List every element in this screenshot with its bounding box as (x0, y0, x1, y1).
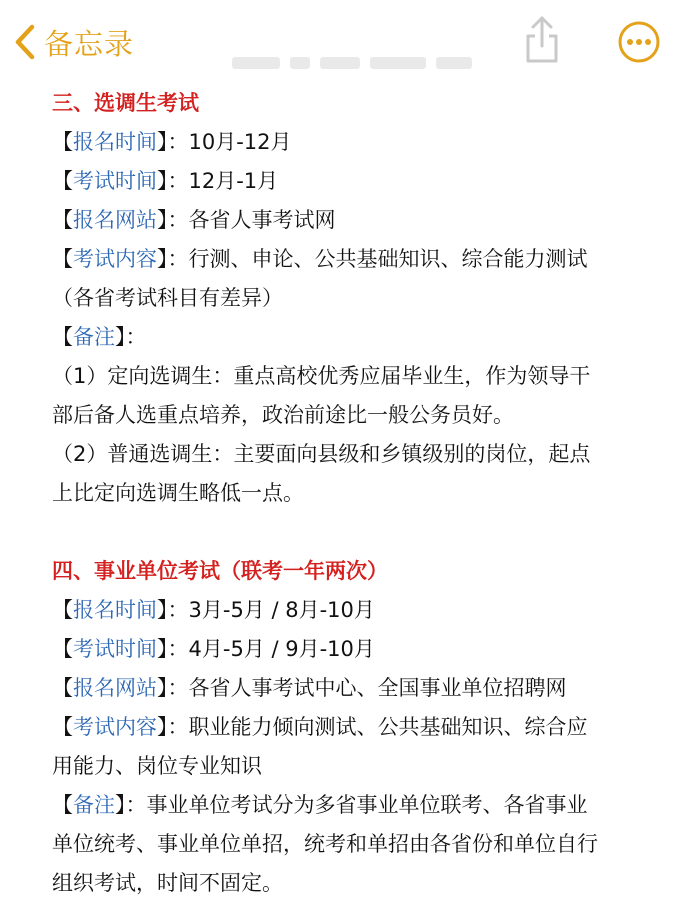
info-line-exam-content: 【考试内容】：职业能力倾向测试、公共基础知识、综合应 (52, 715, 588, 739)
back-button[interactable] (14, 20, 134, 64)
info-key: 考试时间 (73, 169, 157, 193)
share-icon (520, 14, 564, 66)
chevron-left-icon (14, 24, 36, 60)
info-line-continuation: 组织考试，时间不固定。 (52, 871, 283, 895)
info-line-website: 【报名网站】：各省人事考试中心、全国事业单位招聘网 (52, 676, 567, 700)
info-key: 报名网站 (73, 208, 157, 232)
info-line-remarks: 【备注】： (52, 325, 147, 349)
info-line-continuation: 单位统考、事业单位单招，统考和单招由各省份和单位自行 (52, 832, 598, 856)
note-line: （2）普通选调生：主要面向县级和乡镇级别的岗位，起点 (52, 442, 591, 466)
info-value: 事业单位考试分为多省事业单位联考、各省事业 (146, 793, 588, 817)
info-key: 备注 (73, 793, 115, 817)
blank-line (52, 513, 652, 552)
info-key: 考试内容 (73, 247, 157, 271)
info-line-exam-time: 【考试时间】：12月-1月 (52, 169, 279, 193)
info-value: 4月-5月 / 9月-10月 (188, 637, 375, 661)
info-value: 3月-5月 / 8月-10月 (188, 598, 375, 622)
info-key: 备注 (73, 325, 115, 349)
section-title: 四、事业单位考试（联考一年两次） (52, 559, 388, 583)
note-body[interactable] (52, 84, 652, 903)
note-line: （1）定向选调生：重点高校优秀应届毕业生，作为领导干 (52, 364, 591, 388)
faded-header-text (232, 52, 482, 74)
info-line-remarks: 【备注】：事业单位考试分为多省事业单位联考、各省事业 (52, 793, 588, 817)
info-value: 职业能力倾向测试、公共基础知识、综合应 (188, 715, 588, 739)
info-key: 报名网站 (73, 676, 157, 700)
info-line-exam-time: 【考试时间】：4月-5月 / 9月-10月 (52, 637, 375, 661)
info-key: 报名时间 (73, 598, 157, 622)
info-value: 10月-12月 (188, 130, 292, 154)
info-line-continuation: （各省考试科目有差异） (52, 286, 283, 310)
info-value: 12月-1月 (188, 169, 279, 193)
note-line: 部后备人选重点培养，政治前途比一般公务员好。 (52, 403, 514, 427)
section-title: 三、选调生考试 (52, 91, 199, 115)
info-value: 行测、申论、公共基础知识、综合能力测试 (188, 247, 588, 271)
note-line: 上比定向选调生略低一点。 (52, 481, 304, 505)
info-line-registration-time: 【报名时间】：10月-12月 (52, 130, 292, 154)
info-value: 各省人事考试网 (188, 208, 336, 232)
back-label: 备忘录 (44, 26, 135, 61)
info-value: 各省人事考试中心、全国事业单位招聘网 (188, 676, 567, 700)
info-line-exam-content: 【考试内容】：行测、申论、公共基础知识、综合能力测试 (52, 247, 588, 271)
more-button[interactable] (617, 20, 661, 64)
info-key: 报名时间 (73, 130, 157, 154)
info-key: 考试时间 (73, 637, 157, 661)
info-line-website: 【报名网站】：各省人事考试网 (52, 208, 336, 232)
info-line-continuation: 用能力、岗位专业知识 (52, 754, 262, 778)
share-button[interactable] (520, 14, 564, 66)
top-nav-bar (0, 0, 690, 84)
more-icon (617, 20, 661, 64)
info-key: 考试内容 (73, 715, 157, 739)
info-line-registration-time: 【报名时间】：3月-5月 / 8月-10月 (52, 598, 375, 622)
